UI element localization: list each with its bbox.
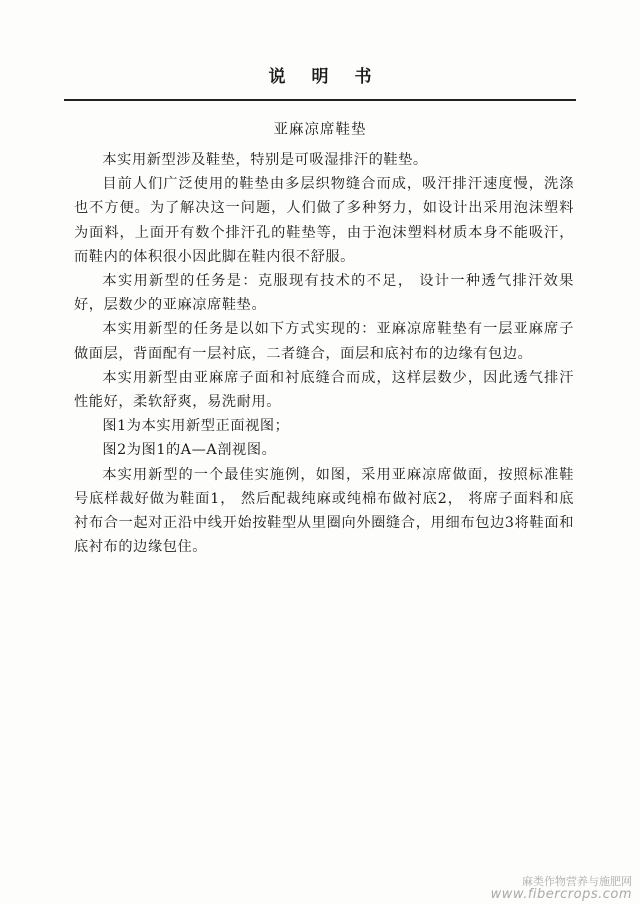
watermark-name: 麻类作物营养与施肥网	[522, 875, 632, 888]
paragraph: 本实用新型由亚麻席子面和衬底缝合而成，这样层数少，因此透气排汗性能好，柔软舒爽，易洗耐用。	[74, 369, 574, 411]
document-subtitle: 亚麻凉席鞋垫	[273, 122, 367, 138]
paragraph: 图1为本实用新型正面视图；	[102, 418, 290, 435]
paragraph: 本实用新型的任务是：克服现有技术的不足， 设计一种透气排汗效果好，层数少的亚麻凉席鞋垫。	[74, 273, 574, 314]
watermark	[491, 875, 632, 901]
document-title: 说明书	[268, 67, 398, 87]
title-divider	[64, 99, 576, 101]
paragraph: 本实用新型涉及鞋垫，特别是可吸湿排汗的鞋垫。	[102, 152, 428, 168]
document-body	[74, 148, 574, 559]
paragraph: 图2为图1的A—A剖视图。	[102, 442, 277, 459]
watermark-url: www.fibercrops.com	[490, 887, 632, 902]
paragraph: 目前人们广泛使用的鞋垫由多层织物缝合而成，吸汗排汗速度慢，洗涤也不方便。为了解决这一问题，人们做了多种努力，如设计出采用泡沫塑料为面料，上面开有数个排汗孔的鞋垫等，由于泡沫塑料材质本身不能吸汗，而鞋内的体积很小因此脚在鞋内很不舒服。	[74, 176, 574, 265]
paragraph: 本实用新型的一个最佳实施例，如图，采用亚麻凉席做面，按照标准鞋号底样裁好做为鞋面1， 然后配裁纯麻或纯棉布做衬底2， 将席子面料和底衬布合一起对正沿中线开始按鞋型从里圈向外圈缝合，用细布包边3将鞋面和底衬布的边缘包住。	[74, 466, 574, 556]
paragraph: 本实用新型的任务是以如下方式实现的：亚麻凉席鞋垫有一层亚麻席子做面层，背面配有一层衬底，二者缝合，面层和底衬布的边缘有包边。	[74, 321, 574, 362]
